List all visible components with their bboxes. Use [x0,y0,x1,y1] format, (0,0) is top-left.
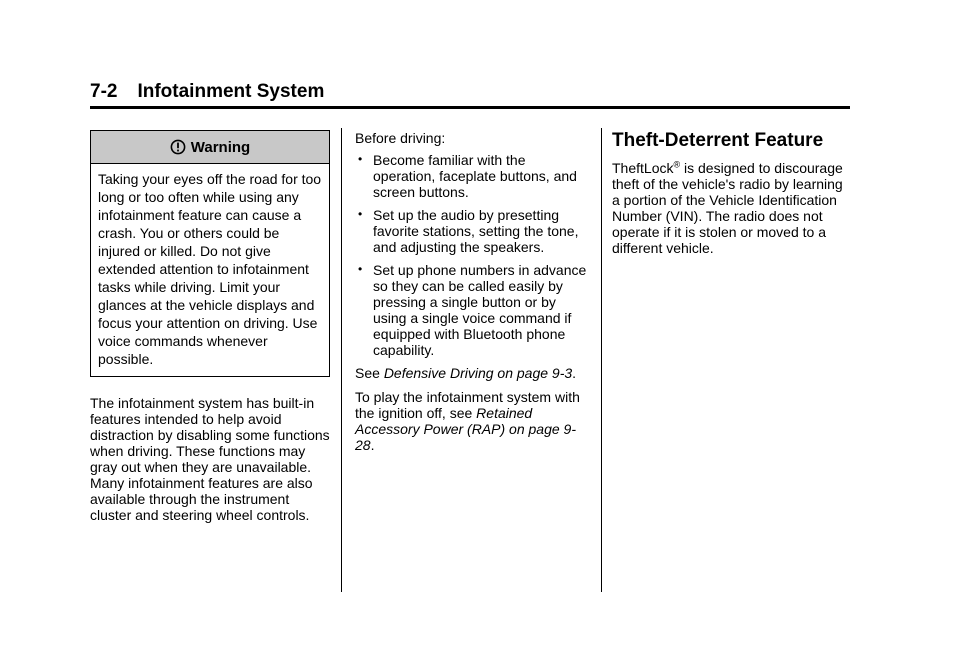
bullet-icon: • [358,262,363,276]
theftlock-paragraph: TheftLock® is designed to discourage theft of the vehicle's radio by learning a portion of the Vehicle Identification Number (VIN). The radio does not operate if it is stolen or moved to a different vehicle. [612,159,843,256]
see-reference: See Defensive Driving on page 9-3. [355,365,577,381]
rap-link[interactable]: Retained Accessory Power (RAP) on page 9-28 [355,405,576,453]
defensive-driving-link[interactable]: Defensive Driving on page 9-3 [383,365,573,381]
column-divider [341,128,342,592]
registered-mark: ® [673,159,681,170]
list-item: • Set up phone numbers in advance so they can be called easily by pressing a single button or by using a single voice command if equipped with Bluetooth phone capability. [358,262,587,358]
list-item: • Set up the audio by presetting favorite stations, setting the tone, and adjusting the speakers. [358,207,579,255]
warning-title: Warning [190,138,251,156]
column-right [612,130,850,256]
section-title: Infotainment System [137,81,325,102]
section-heading: Theft-Deterrent Feature [612,130,824,151]
warning-box [90,130,330,377]
ignition-off-paragraph: To play the infotainment system with the ignition off, see Retained Accessory Power (RAP) on page 9-28. [355,389,580,453]
before-driving-list [355,152,591,358]
column-left [90,130,330,523]
list-item: • Become familiar with the operation, faceplate buttons, and screen buttons. [358,152,577,200]
bullet-icon: • [358,152,363,166]
distraction-paragraph: The infotainment system has built-in features intended to help avoid distraction by disabling some functions when driving. These functions may gray out when they are unavailable. Many infotainment features are also available through the instrument cluster and steering wheel controls. [90,395,330,523]
warning-text: Taking your eyes off the road for too long or too often while using any infotainment feature can cause a crash. You or others could be injured or killed. Do not give extended attention to infotainment tasks while driving. Limit your glances at the vehicle displays and focus your attention on driving. Use voice commands whenever possible. [98,171,322,367]
warning-icon [170,139,186,155]
before-driving-intro: Before driving: [355,130,446,146]
page-header [90,80,850,109]
warning-header [91,131,329,164]
column-divider [601,128,602,592]
page-number: 7-2 [90,81,118,102]
bullet-icon: • [358,207,363,221]
column-middle [355,130,591,453]
